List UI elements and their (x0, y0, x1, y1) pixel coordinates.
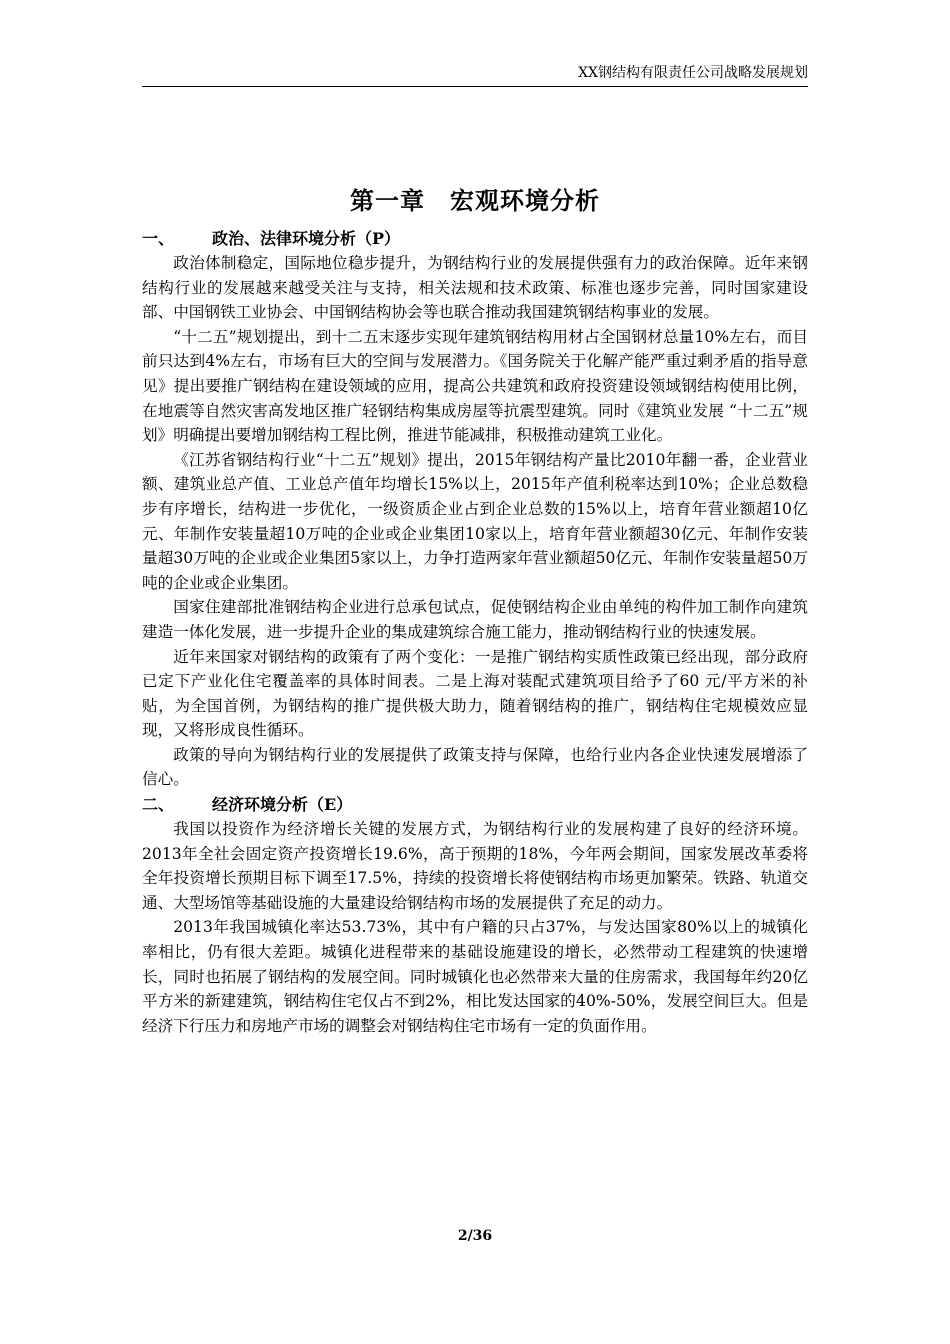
paragraph: 2013年我国城镇化率达53.73%，其中有户籍的只占37%，与发达国家80%以上的城镇化率相比，仍有很大差距。城镇化进程带来的基础设施建设的增长，必然带动工程建筑的快速增长，同时也拓展了钢结构的发展空间。同时城镇化也必然带来大量的住房需求，我国每年约20亿平方米的新建建筑，钢结构住宅仅占不到2%，相比发达国家的40%-50%，发展空间巨大。但是经济下行压力和房地产市场的调整会对钢结构住宅市场有一定的负面作用。 (142, 918, 808, 1035)
running-header: XX钢结构有限责任公司战略发展规划 (578, 65, 808, 81)
paragraph: 国家住建部批准钢结构企业进行总承包试点，促使钢结构企业由单纯的构件加工制作向建筑建造一体化发展，进一步提升企业的集成建筑综合施工能力，推动钢结构行业的快速发展。 (142, 598, 808, 641)
paragraph: 我国以投资作为经济增长关键的发展方式，为钢结构行业的发展构建了良好的经济环境。2013年全社会固定资产投资增长19.6%，高于预期的18%，今年两会期间，国家发展改革委将全年投资增长预期目标下调至17.5%，持续的投资增长将使钢结构市场更加繁荣。铁路、轨道交通、大型场馆等基础设施的大量建设给钢结构市场的发展提供了充足的动力。 (142, 820, 808, 912)
section-title: 经济环境分析（E） (212, 795, 353, 815)
chapter-title: 第一章 宏观环境分析 (350, 186, 600, 215)
section-heading (142, 226, 808, 251)
paragraph: 政治体制稳定，国际地位稳步提升，为钢结构行业的发展提供强有力的政治保障。近年来钢结构行业的发展越来越受关注与支持，相关法规和技术政策、标准也逐步完善，同时国家建设部、中国钢铁工业协会、中国钢结构协会等也联合推动我国建筑钢结构事业的发展。 (142, 254, 808, 322)
section-number: 一、 (142, 229, 175, 248)
section-title: 政治、法律环境分析（P） (212, 229, 401, 248)
header-rule (142, 86, 808, 87)
section-number: 二、 (142, 795, 175, 815)
document-body (142, 226, 808, 1038)
page-number: 2/36 (457, 1228, 493, 1244)
paragraph: 政策的导向为钢结构行业的发展提供了政策支持与保障，也给行业内各企业快速发展增添了信心。 (142, 745, 808, 789)
paragraph: “十二五”规划提出，到十二五末逐步实现年建筑钢结构用材占全国钢材总量10%左右，而目前只达到4%左右，市场有巨大的空间与发展潜力。《国务院关于化解产能严重过剩矛盾的指导意见》提出要推广钢结构在建设领域的应用，提高公共建筑和政府投资建设领域钢结构使用比例，在地震等自然灾害高发地区推广轻钢结构集成房屋等抗震型建筑。同时《建筑业发展 “十二五”规划》明确提出要增加钢结构工程比例，推进节能减排，积极推动建筑工业化。 (142, 327, 808, 445)
section-heading (142, 792, 808, 817)
paragraph: 《江苏省钢结构行业“十二五”规划》提出，2015年钢结构产量比2010年翻一番，企业营业额、建筑业总产值、工业总产值年均增长15%以上，2015年产值利税率达到10%；企业总数稳步有序增长，结构进一步优化，一级资质企业占到企业总数的15%以上，培育年营业额超10亿元、年制作安装量超10万吨的企业或企业集团10家以上，培育年营业额超30亿元、年制作安装量超30万吨的企业或企业集团5家以上，力争打造两家年营业额超50亿元、年制作安装量超50万吨的企业或企业集团。 (142, 450, 808, 592)
paragraph: 近年来国家对钢结构的政策有了两个变化：一是推广钢结构实质性政策已经出现，部分政府已定下产业化住宅覆盖率的具体时间表。二是上海对装配式建筑项目给予了60 元/平方米的补贴，为全国首例，为钢结构的推广提供极大助力，随着钢结构的推广，钢结构住宅规模效应显现，又将形成良性循环。 (142, 647, 808, 740)
